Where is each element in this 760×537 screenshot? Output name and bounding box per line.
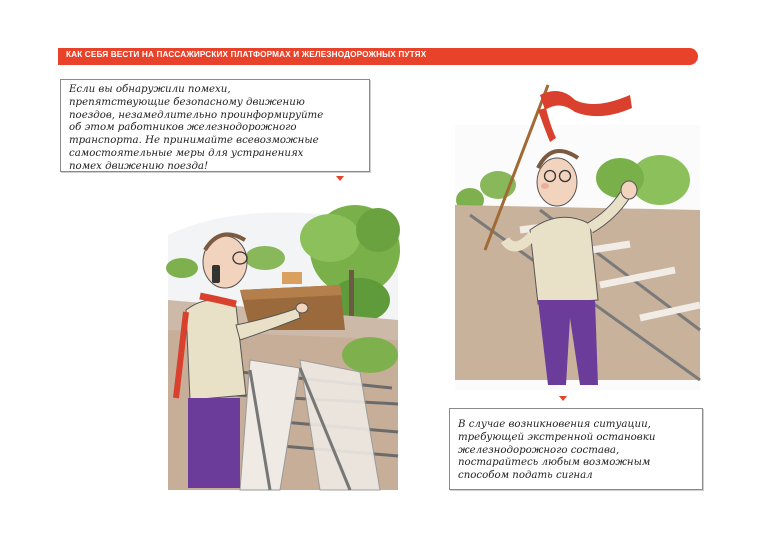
left-caption-line: препятствующие безопасному движению: [69, 96, 305, 108]
left-caption-line: Если вы обнаружили помехи,: [69, 84, 231, 95]
red-flag: [540, 91, 632, 116]
left-caption-marker: [336, 176, 344, 181]
right-caption-box: [449, 408, 703, 490]
right-caption-line: В случае возникновения ситуации,: [458, 419, 651, 430]
left-caption-line: транспорта. Не принимайте всевозможные: [69, 135, 319, 147]
left-caption-box: [60, 79, 370, 172]
right-caption-line: железнодорожного состава,: [458, 444, 620, 456]
right-caption-marker: [559, 396, 567, 401]
right-caption-line: требующей экстренной остановки: [458, 431, 656, 443]
right-caption-line: способом подать сигнал: [458, 470, 593, 482]
section-header-title: КАК СЕБЯ ВЕСТИ НА ПАССАЖИРСКИХ ПЛАТФОРМАХ И ЖЕЛЕЗНОДОРОЖНЫХ ПУТЯХ: [66, 50, 427, 59]
left-caption-line: об этом работников железнодорожного: [69, 122, 297, 134]
right-caption-line: постарайтесь любым возможным: [458, 457, 651, 469]
left-caption-line: самостоятельные меры для устранениях: [69, 147, 304, 159]
left-caption-line: помех движению поезда!: [69, 160, 209, 172]
left-illustration: [166, 205, 400, 490]
right-illustration: [455, 85, 700, 390]
left-caption-line: поездов, незамедлительно проинформируйте: [69, 109, 324, 121]
